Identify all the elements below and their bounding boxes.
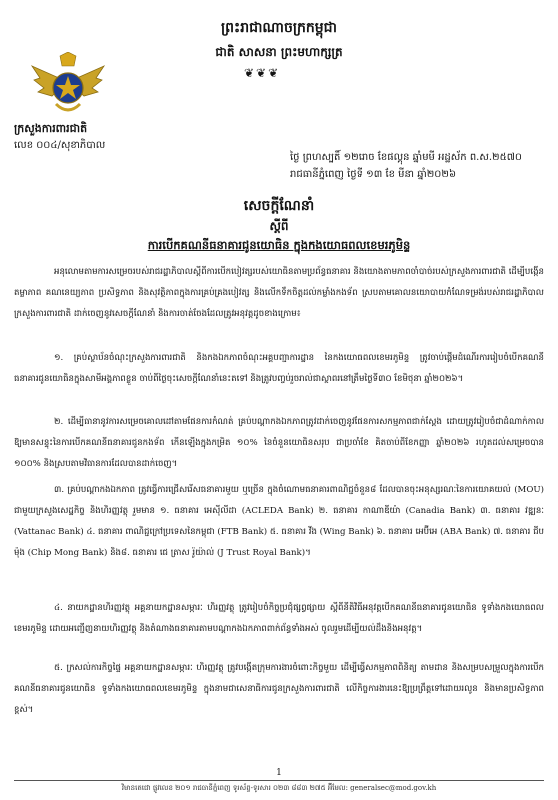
document-type: សេចក្ដីណែនាំ (243, 198, 315, 214)
header-ornament: ❦❦❦ (244, 66, 281, 80)
solar-date: រាជធានីភ្នំពេញ ថ្ងៃទី ១៣ ខែ មីនា ឆ្នាំ២០២៦ (290, 169, 457, 180)
instruction-paragraph-1: ១. គ្រប់ស្ថាប័នចំណុះក្រសួងការពារជាតិ និងកងឯកភាពចំណុះអគ្គបញ្ជាការដ្ឋាន នៃកងយោធពលខេមរភូមិន្ទ ត្រូវចាប់ផ្ដើមដំណើរការរៀបចំបើកគណនីធនាគារជូនយោធិនក្នុងសាមីអង្គភាពខ្លួន ចាប់ពីថ្ងៃចុះសេចក្ដីណែនាំនេះតទៅ និងត្រូវបញ្ចប់រួចរាល់ជាស្ថាពរនៅត្រឹមថ្ងៃទី៣០ ខែមិថុនា ឆ្នាំ២០២៦។ (14, 353, 544, 384)
document-about: ស្ដីពី (269, 219, 289, 233)
reference-number: លេខ ០០៤/សុខាភិបាល (14, 140, 106, 151)
footer-divider (14, 780, 544, 781)
kingdom-title: ព្រះរាជាណាចក្រកម្ពុជា (220, 20, 337, 36)
instruction-paragraph-4: ៤. នាយកដ្ឋានហិរញ្ញវត្ថុ អគ្គនាយកដ្ឋានសម្ភារៈ ហិរញ្ញវត្ថុ ត្រូវរៀបចំកិច្ចប្រជុំផ្សព្វផ្សាយ ស្ដីពីនីតិវិធីអនុវត្តបើកគណនីធនាគារជូនយោធិន ទូទាំងកងយោធពលខេមរភូមិន្ទ ដោយអញ្ជើញនាយហិរញ្ញវត្ថុ និងតំណាងធនាគារតាមបណ្ដាកងឯកភាពពាក់ព័ន្ធទាំងអស់ ចូលរួមដើម្បីយល់ដឹងនិងអនុវត្ត។ (14, 603, 544, 634)
instruction-paragraph-2: ២. ដើម្បីធានានូវការសម្រេចគោលដៅតាមផែនការកំណត់ គ្រប់បណ្ដាកងឯកភាពត្រូវដាក់ចេញនូវផែនការសកម្មភាពជាក់ស្ដែង ដោយត្រូវរៀបចំជាដំណាក់កាល ឱ្យមានសន្ទុះនៃការបើកគណនីធនាគារជូនកងទ័ព កើនឡើងក្នុងកម្រិត ១០% នៃចំនួនយោធិនសរុប ជាប្រចាំខែ គិតចាប់ពីខែកញ្ញា ឆ្នាំ២០២៦ រហូតដល់សម្រេចបាន ១០០% និងស្របតាមវិធានការដែលបានដាក់ចេញ។ (14, 417, 544, 469)
document-subject: ការបើកគណនីធនាគារជូនយោធិន ក្នុងកងយោធពលខេមរភូមិន្ទ (147, 238, 411, 252)
national-motto: ជាតិ សាសនា ព្រះមហាក្សត្រ (215, 45, 343, 59)
ministry-name: ក្រសួងការពារជាតិ (14, 122, 88, 135)
instruction-paragraph-3: ៣. គ្រប់បណ្ដាកងឯកភាព ត្រូវធ្វើការជ្រើសរើសធនាគារមួយ ឬច្រើន ក្នុងចំណោមធនាគារពាណិជ្ជចំនួន៨ ដែលបានចុះអនុស្សរណៈនៃការយោគយល់ (MOU) ជាមួយក្រសួងសេដ្ឋកិច្ច និងហិរញ្ញវត្ថុ រួមមាន ១. ធនាគារ អេស៊ីលីដា (ACLEDA Bank) ២. ធនាគារ កាណាឌីយ៉ា (Canadia Bank) ៣. ធនាគារ វឌ្ឍនៈ (Vattanac Bank) ៤. ធនាគារ ពាណិជ្ជក្រៅប្រទេសនៃកម្ពុជា (FTB Bank) ៥. ធនាគារ វីង (Wing Bank) ៦. ធនាគារ អេប៊ីអេ (ABA Bank) ៧. ធនាគារ ជីប ម៉ុង (Chip Mong Bank) និង៨. ធនាគារ ជេ ត្រាស រ៉ូយ៉ាល់ (J Trust Royal Bank)។ (14, 485, 544, 558)
ministry-emblem-icon (30, 52, 106, 122)
lunar-date: ថ្ងៃ ព្រហស្បតិ៍ ១២រោច ខែផល្គុន ឆ្នាំមមី អដ្ឋស័ក ព.ស.២៥៧០ (290, 152, 522, 163)
intro-paragraph: អនុលោមតាមការសម្រេចរបស់រាជរដ្ឋាភិបាលស្ដីពីការបើកបៀវត្សរបស់យោធិនតាមប្រព័ន្ធធនាគារ និងយោងតាមភាពចាំបាច់របស់ក្រសួងការពារជាតិ ដើម្បីបង្កើនតម្លាភាព គណនេយ្យភាព ប្រសិទ្ធភាព និងសុវត្ថិភាពក្នុងការគ្រប់គ្រងបៀវត្ស និងលើកទឹកចិត្តដល់កម្លាំងកងទ័ព ស្របតាមគោលនយោបាយកំណែទម្រង់របស់រាជរដ្ឋាភិបាល ក្រសួងការពារជាតិ ដាក់ចេញនូវសេចក្ដីណែនាំ និងការចាត់ចែងដែលត្រូវអនុវត្តដូចខាងក្រោម៖ (14, 267, 544, 319)
footer-contact: វិមានតេជោ ផ្លូវលេខ ២០១ រាជធានីភ្នំពេញ ទូរស័ព្ទ-ទូរសារ ០២៣ ៨៨៣ ២៧៥ អ៊ីមែល: generalsec@mod.gov.kh (121, 784, 437, 792)
instruction-paragraph-5: ៥. ក្រសល់ការកិច្ចផ្ទៃ អគ្គនាយកដ្ឋានសម្ភារៈ ហិរញ្ញវត្ថុ ត្រូវបង្កើតក្រុមការងារចំពោះកិច្ចមួយ ដើម្បីធ្វើសកម្មភាពពិនិត្យ តាមដាន និងសម្របសម្រួលក្នុងការបើកគណនីធនាគារជូនយោធិន ទូទាំងកងយោធពលខេមរភូមិន្ទ ក្នុងនាមជាសេនាធិការជូនក្រសួងការពារជាតិ លើកិច្ចការងារនេះឱ្យប្រព្រឹត្តទៅដោយរលូន និងមានប្រសិទ្ធភាពខ្ពស់។ (14, 663, 544, 715)
page-number: 1 (276, 768, 282, 778)
